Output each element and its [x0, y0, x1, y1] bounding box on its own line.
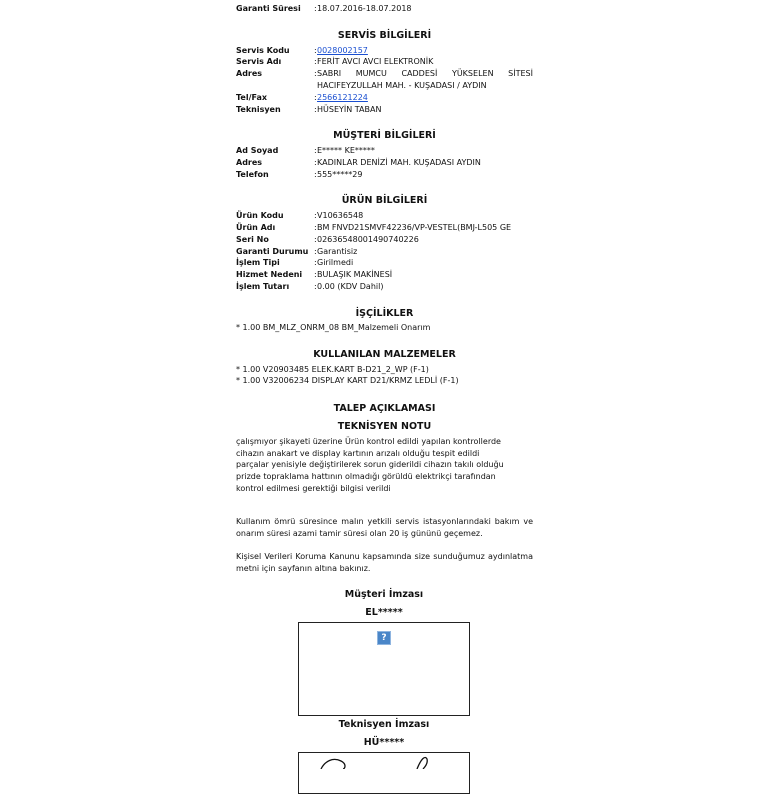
- customer-signature-title: Müşteri İmzası: [344, 589, 424, 600]
- customer-phone-value: 555*****29: [317, 170, 363, 179]
- customer-address-label: Adres: [236, 158, 263, 167]
- service-name-row: Servis Adı : FERİT AVCI AVCI ELEKTRONİK: [236, 56, 533, 68]
- notice-line: onarım süresi azami tamir süresi olan 20 iş gününü geçemez.: [236, 528, 483, 538]
- note-line: çalışmıyor şikayeti üzerine Ürün kontrol edildi yapılan kontrollerde: [236, 437, 501, 446]
- customer-address-row: Adres : KADINLAR DENİZİ MAH. KUŞADASI AYDIN: [236, 157, 533, 169]
- product-service-reason-row: Hizmet Nedeni : BULAŞIK MAKİNESİ: [236, 269, 533, 281]
- notice-line: Kullanım ömrü süresince malın yetkili servis istasyonlarındaki bakım ve: [236, 517, 533, 526]
- product-process-type-label: İşlem Tipi: [236, 258, 280, 267]
- service-info-heading: SERVİS BİLGİLERİ: [337, 30, 432, 41]
- service-tech-label: Teknisyen: [236, 105, 281, 114]
- material-item: * 1.00 V20903485 ELEK.KART B-D21_2_WP (F-1): [236, 365, 429, 374]
- service-phone-link[interactable]: 2566121224: [317, 93, 368, 102]
- product-serial-value: 02636548001490740226: [317, 235, 419, 244]
- technician-signature-name: HÜ*****: [363, 737, 405, 748]
- product-amount-row: İşlem Tutarı : 0.00 (KDV Dahil): [236, 281, 533, 293]
- service-address-line2: HACIFEYZULLAH MAH. - KUŞADASI / AYDIN: [317, 81, 487, 90]
- service-phone-label: Tel/Fax: [236, 93, 268, 102]
- customer-info-heading: MÜŞTERİ BİLGİLERİ: [333, 130, 436, 141]
- product-code-row: Ürün Kodu : V10636548: [236, 210, 533, 222]
- service-code-link[interactable]: 0028002157: [317, 46, 368, 55]
- warranty-label: Garanti Süresi: [236, 4, 301, 13]
- labor-item: * 1.00 BM_MLZ_ONRM_08 BM_Malzemeli Onarım: [236, 323, 431, 332]
- product-amount-value: 0.00 (KDV Dahil): [317, 282, 384, 291]
- product-name-row: Ürün Adı : BM FNVD21SMVF42236/VP-VESTEL(BMJ-L505 GE: [236, 222, 533, 234]
- note-line: prizde topraklama hattının olmadığı görüldü elektrikçi tarafından: [236, 472, 496, 482]
- product-code-value: V10636548: [317, 211, 364, 220]
- broken-image-icon: ?: [377, 631, 391, 645]
- product-info-heading: ÜRÜN BİLGİLERİ: [341, 195, 428, 206]
- note-line: cihazın anakart ve display kartının arızalı olduğu tespit edildi: [236, 448, 480, 458]
- product-serial-label: Seri No: [236, 235, 269, 244]
- product-warranty-status-value: Garantisiz: [317, 247, 358, 256]
- customer-signature-box: [298, 622, 470, 716]
- product-code-label: Ürün Kodu: [236, 211, 284, 220]
- kvkk-notice: [236, 551, 533, 574]
- customer-name-label: Ad Soyad: [236, 146, 279, 155]
- handwritten-signature: [299, 753, 469, 769]
- service-code-row: Servis Kodu : 0028002157: [236, 45, 533, 57]
- service-address-row-2: [236, 80, 533, 92]
- service-address-line1: SABRI MUMCU CADDESİ YÜKSELEN SİTESİ: [317, 69, 533, 78]
- product-warranty-status-label: Garanti Durumu: [236, 247, 309, 256]
- product-process-type-row: İşlem Tipi : Girilmedi: [236, 257, 533, 269]
- service-phone-row: Tel/Fax : 2566121224: [236, 92, 533, 104]
- product-service-reason-label: Hizmet Nedeni: [236, 270, 303, 279]
- product-serial-row: Seri No : 02636548001490740226: [236, 234, 533, 246]
- customer-address-value: KADINLAR DENİZİ MAH. KUŞADASI AYDIN: [317, 158, 481, 167]
- service-address-row: Adres : SABRI MUMCU CADDESİ YÜKSELEN SİTESİ: [236, 69, 533, 78]
- repair-duration-notice: [236, 516, 533, 539]
- customer-name-row: Ad Soyad : E***** KE*****: [236, 145, 533, 157]
- notice-line: Kişisel Verileri Koruma Kanunu kapsamında size sunduğumuz aydınlatma: [236, 552, 533, 561]
- technician-signature-title: Teknisyen İmzası: [338, 719, 430, 730]
- warranty-value: 18.07.2016-18.07.2018: [317, 4, 412, 13]
- materials-heading: KULLANILAN MALZEMELER: [313, 349, 456, 360]
- customer-phone-row: Telefon : 555*****29: [236, 169, 533, 181]
- request-description-heading: TALEP AÇIKLAMASI: [333, 403, 436, 414]
- service-address-label: Adres: [236, 69, 263, 78]
- technician-note-heading: TEKNİSYEN NOTU: [337, 421, 432, 432]
- warranty-row: Garanti Süresi : 18.07.2016-18.07.2018: [236, 3, 533, 15]
- technician-signature-box: [298, 752, 470, 794]
- labor-heading: İŞÇİLİKLER: [355, 308, 414, 319]
- product-amount-label: İşlem Tutarı: [236, 282, 290, 291]
- service-name-label: Servis Adı: [236, 57, 282, 66]
- technician-note-text: [236, 436, 533, 495]
- product-warranty-status-row: Garanti Durumu : Garantisiz: [236, 246, 533, 258]
- product-name-value: BM FNVD21SMVF42236/VP-VESTEL(BMJ-L505 GE: [317, 223, 512, 232]
- product-process-type-value: Girilmedi: [317, 258, 354, 267]
- note-line: kontrol edilmesi gerektiği bilgisi verildi: [236, 483, 391, 493]
- customer-phone-label: Telefon: [236, 170, 269, 179]
- service-tech-row: Teknisyen : HÜSEYİN TABAN: [236, 104, 533, 116]
- customer-name-value: E***** KE*****: [317, 146, 375, 155]
- service-tech-value: HÜSEYİN TABAN: [317, 105, 382, 114]
- customer-signature-name: EL*****: [365, 607, 403, 618]
- product-name-label: Ürün Adı: [236, 223, 276, 232]
- material-item: * 1.00 V32006234 DISPLAY KART D21/KRMZ LEDLİ (F-1): [236, 376, 459, 385]
- notice-line: metni için sayfanın altına bakınız.: [236, 563, 371, 573]
- product-service-reason-value: BULAŞIK MAKİNESİ: [317, 270, 393, 279]
- service-name-value: FERİT AVCI AVCI ELEKTRONİK: [317, 57, 434, 66]
- note-line: parçalar yenisiyle değiştirilerek sorun giderildi cihazın takılı olduğu: [236, 460, 504, 470]
- service-code-label: Servis Kodu: [236, 46, 290, 55]
